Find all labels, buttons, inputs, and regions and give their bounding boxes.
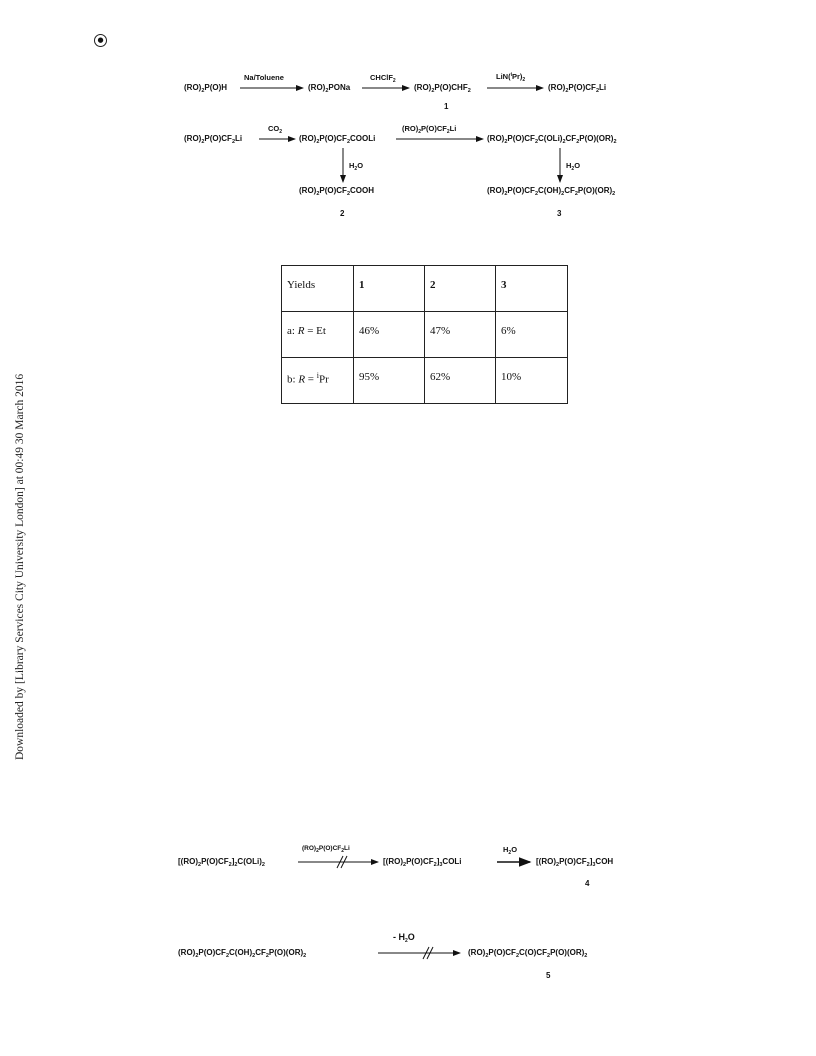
compound-trilithium-alkoxide: $[(RO)_2P(O)CF_2]_3COLi$ (383, 857, 462, 868)
compound-sodium-phosphite: $(RO)_2PONa$ (308, 83, 351, 94)
table-cell: 10% (496, 358, 568, 404)
compound-ketone: $(RO)_2P(O)CF_2C(O)CF_2P(O)(OR)_2$ (468, 948, 588, 959)
table-cell: 62% (425, 358, 496, 404)
compound-tertiary-alcohol: $[(RO)_2P(O)CF_2]_3COH$ (536, 857, 614, 868)
table-cell: 47% (425, 312, 496, 358)
compound-difluoromethyl-phosphonate: $(RO)_2P(O)CHF_2$ (414, 83, 471, 94)
compound-label-2: 2 (340, 209, 345, 218)
reagent-na-toluene: Na/Toluene (244, 73, 284, 82)
table-header-row (282, 266, 568, 312)
table-row (282, 312, 568, 358)
table-header-yields: Yields (282, 266, 354, 312)
reagent-co2: $CO_2$ (268, 124, 283, 135)
download-watermark: Downloaded by [Library Services City University London] at 00:49 30 March 2016 (14, 373, 26, 760)
row-label-ipr: b: R = $^i$Pr (282, 358, 354, 404)
row-label-et: a: R = Et (282, 312, 354, 358)
compound-dilithium-diolate: $[(RO)_2P(O)CF_2]_2C(OLi)_2$ (178, 857, 265, 868)
reagent-minus-water: - $H_2O$ (393, 932, 415, 944)
reagent-lda: $LiN(^iPr)_2$ (496, 72, 526, 83)
table-cell: 6% (496, 312, 568, 358)
reagent-chclf2: CHClF$_2$ (370, 73, 396, 84)
table-cell: 46% (354, 312, 425, 358)
compound-label-4: 4 (585, 879, 590, 888)
table-cell: 95% (354, 358, 425, 404)
table-header-3: 3 (496, 266, 568, 312)
publisher-logo-icon: ● (94, 34, 107, 47)
reagent-lithium-phosphonate: $(RO)_2P(O)CF_2Li$ (402, 124, 457, 135)
compound-label-3: 3 (557, 209, 562, 218)
table-header-2: 2 (425, 266, 496, 312)
reagent-lithium-phosphonate-2: $(RO)_2P(O)CF_2Li$ (302, 845, 350, 854)
compound-label-1: 1 (444, 102, 449, 111)
compound-dilithium-diol: $(RO)_2P(O)CF_2C(OLi)_2CF_2P(O)(OR)_2$ (487, 134, 617, 145)
reagent-water-2: $H_2O$ (566, 161, 581, 172)
compound-hydrate: $(RO)_2P(O)CF_2C(OH)_2CF_2P(O)(OR)_2$ (487, 186, 616, 197)
yields-table (281, 265, 568, 404)
reagent-water-1: $H_2O$ (349, 161, 364, 172)
table-header-1: 1 (354, 266, 425, 312)
compound-lithium-reagent: $(RO)_2P(O)CF_2Li$ (548, 83, 607, 94)
compound-lithium-carboxylate: $(RO)_2P(O)CF_2COOLi$ (299, 134, 376, 145)
compound-lithium-reagent-2: $(RO)_2P(O)CF_2Li$ (184, 134, 243, 145)
table-row (282, 358, 568, 404)
compound-gem-diol: $(RO)_2P(O)CF_2C(OH)_2CF_2P(O)(OR)_2$ (178, 948, 307, 959)
compound-label-5: 5 (546, 971, 551, 980)
compound-acid: $(RO)_2P(O)CF_2COOH$ (299, 186, 375, 197)
reagent-water-3: $H_2O$ (503, 845, 518, 856)
compound-phosphite: $(RO)_2P(O)H$ (184, 83, 228, 94)
